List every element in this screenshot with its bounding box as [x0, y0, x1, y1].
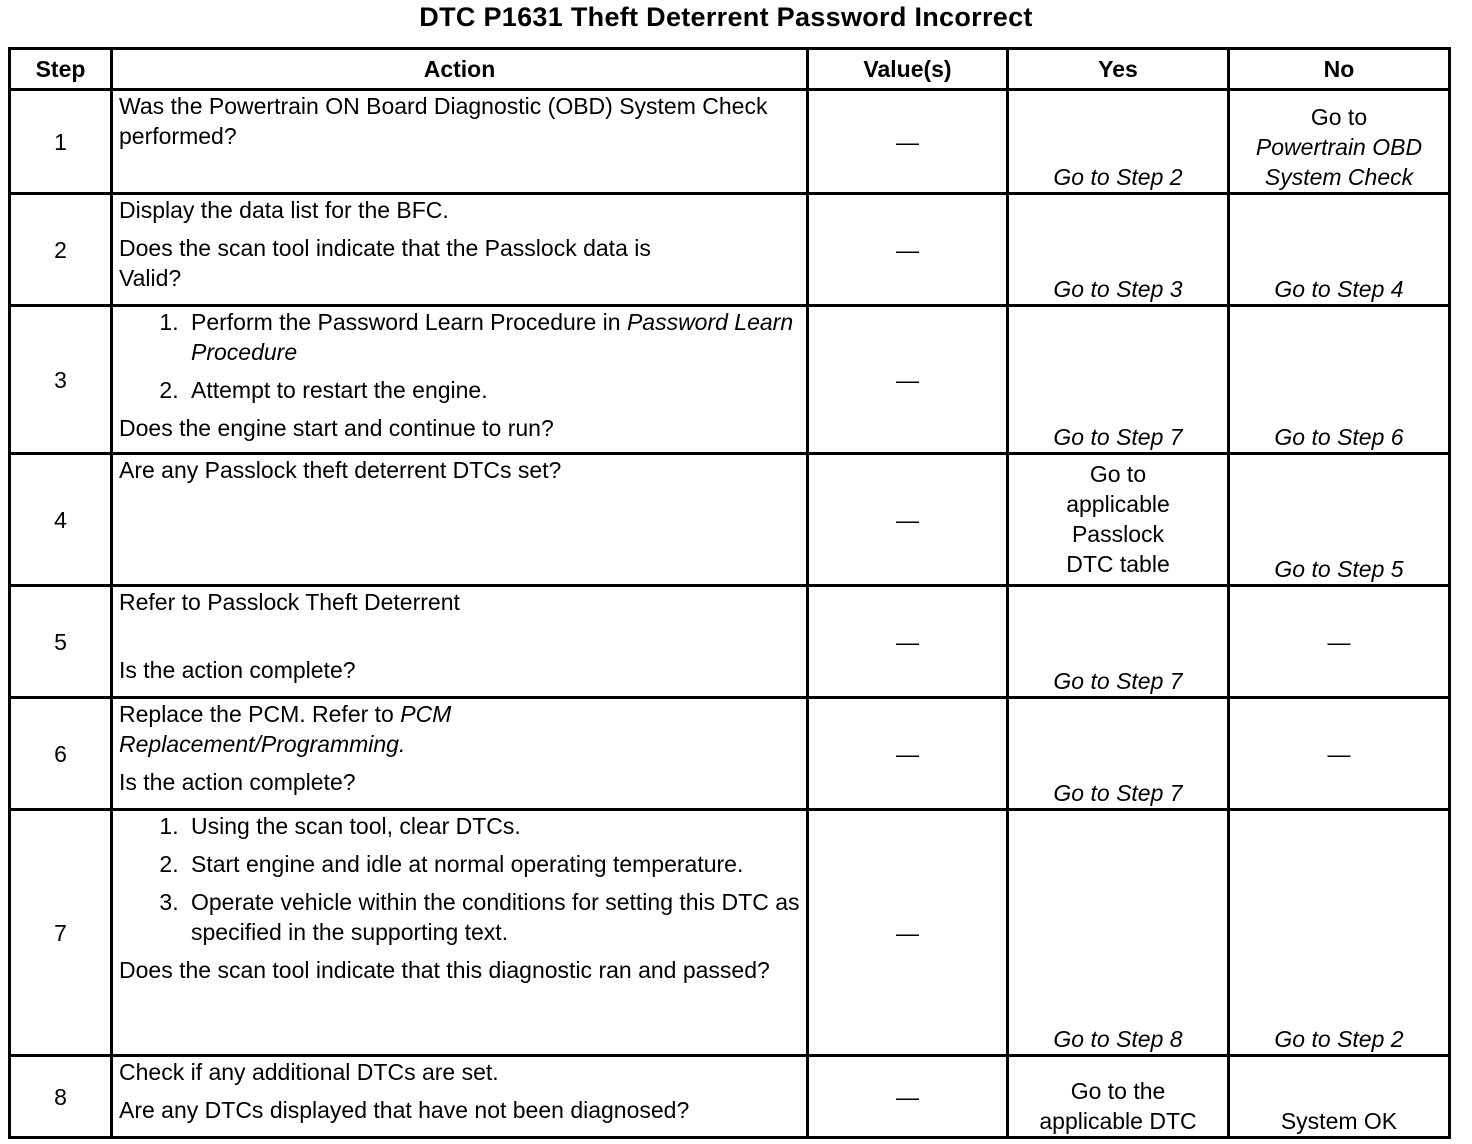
- step-number: 6: [10, 698, 112, 810]
- value-cell: —: [808, 90, 1008, 194]
- list-item: [185, 307, 800, 367]
- value-cell: —: [808, 306, 1008, 454]
- action-question: Does the scan tool indicate that the Passlock data is Valid?: [119, 235, 651, 291]
- action-question: Is the action complete?: [119, 769, 356, 795]
- action-instruction: [119, 699, 800, 759]
- action-cell: [112, 698, 808, 810]
- no-cell: —: [1229, 586, 1450, 698]
- header-values: Value(s): [808, 49, 1008, 90]
- no-cell: Go to Step 4: [1229, 194, 1450, 306]
- action-question: Are any Passlock theft deterrent DTCs set?: [119, 457, 562, 483]
- step-number: 3: [10, 306, 112, 454]
- action-question: Does the scan tool indicate that this diagnostic ran and passed?: [119, 957, 770, 983]
- action-step-list: [119, 811, 800, 947]
- no-cell: Go to Step 6: [1229, 306, 1450, 454]
- list-item: 2. Attempt to restart the engine.: [185, 375, 800, 405]
- action-instruction-text: Replace the PCM. Refer to: [119, 701, 394, 727]
- action-question: Are any DTCs displayed that have not been diagnosed?: [119, 1097, 690, 1123]
- procedure-reference: Password Learn Procedure: [191, 309, 794, 365]
- no-cell: —: [1229, 698, 1450, 810]
- action-instruction: Display the data list for the BFC.: [119, 197, 449, 223]
- header-step: Step: [10, 49, 112, 90]
- yes-cell: Go to applicable Passlock DTC table: [1008, 454, 1229, 586]
- list-item-text: Perform the Password Learn Procedure in: [191, 309, 621, 335]
- action-question: Was the Powertrain ON Board Diagnostic (OBD) System Check performed?: [119, 93, 768, 149]
- table-row: [10, 698, 1450, 810]
- action-question: Does the engine start and continue to run?: [119, 415, 554, 441]
- action-cell: [112, 586, 808, 698]
- step-number: 7: [10, 810, 112, 1056]
- header-no: No: [1229, 49, 1450, 90]
- action-cell: [112, 1056, 808, 1138]
- value-cell: —: [808, 698, 1008, 810]
- step-number: 1: [10, 90, 112, 194]
- table-row: [10, 810, 1450, 1056]
- value-cell: —: [808, 454, 1008, 586]
- table-row: [10, 194, 1450, 306]
- yes-cell: Go to Step 2: [1008, 90, 1229, 194]
- action-instruction: Refer to Passlock Theft Deterrent: [119, 589, 460, 615]
- step-number: 2: [10, 194, 112, 306]
- action-cell: [112, 90, 808, 194]
- no-reference: Powertrain OBD System Check: [1255, 134, 1423, 190]
- page-title: DTC P1631 Theft Deterrent Password Incorrect: [419, 2, 1033, 32]
- step-number: 5: [10, 586, 112, 698]
- table-row: [10, 454, 1450, 586]
- value-cell: —: [808, 810, 1008, 1056]
- action-cell: [112, 454, 808, 586]
- action-instruction: Check if any additional DTCs are set.: [119, 1059, 499, 1085]
- table-row: [10, 586, 1450, 698]
- table-header-row: [10, 49, 1450, 90]
- no-text: Go to: [1310, 104, 1368, 130]
- step-number: 8: [10, 1056, 112, 1138]
- no-cell: Go to Step 5: [1229, 454, 1450, 586]
- list-item: 1. Using the scan tool, clear DTCs.: [185, 811, 800, 841]
- yes-cell: Go to Step 7: [1008, 698, 1229, 810]
- value-cell: —: [808, 194, 1008, 306]
- header-action: Action: [112, 49, 808, 90]
- table-row: [10, 90, 1450, 194]
- yes-cell: Go to Step 7: [1008, 306, 1229, 454]
- list-item: 3. Operate vehicle within the conditions for setting this DTC as specified in the supporting text.: [185, 887, 800, 947]
- yes-cell: Go to Step 7: [1008, 586, 1229, 698]
- action-question: Is the action complete?: [119, 657, 356, 683]
- list-item: 2. Start engine and idle at normal operating temperature.: [185, 849, 800, 879]
- header-yes: Yes: [1008, 49, 1229, 90]
- table-row: [10, 1056, 1450, 1138]
- action-step-list: [119, 307, 800, 405]
- action-cell: [112, 810, 808, 1056]
- action-cell: [112, 306, 808, 454]
- action-cell: [112, 194, 808, 306]
- no-cell: Go to Step 2: [1229, 810, 1450, 1056]
- table-row: [10, 306, 1450, 454]
- no-cell: System OK: [1229, 1056, 1450, 1138]
- step-number: 4: [10, 454, 112, 586]
- yes-cell: Go to the applicable DTC: [1008, 1056, 1229, 1138]
- no-cell: [1229, 90, 1450, 194]
- value-cell: —: [808, 1056, 1008, 1138]
- procedure-reference: PCM Replacement/Programming.: [119, 701, 452, 757]
- yes-cell: Go to Step 3: [1008, 194, 1229, 306]
- value-cell: —: [808, 586, 1008, 698]
- dtc-diagnostic-table: [8, 47, 1451, 1139]
- yes-cell: Go to Step 8: [1008, 810, 1229, 1056]
